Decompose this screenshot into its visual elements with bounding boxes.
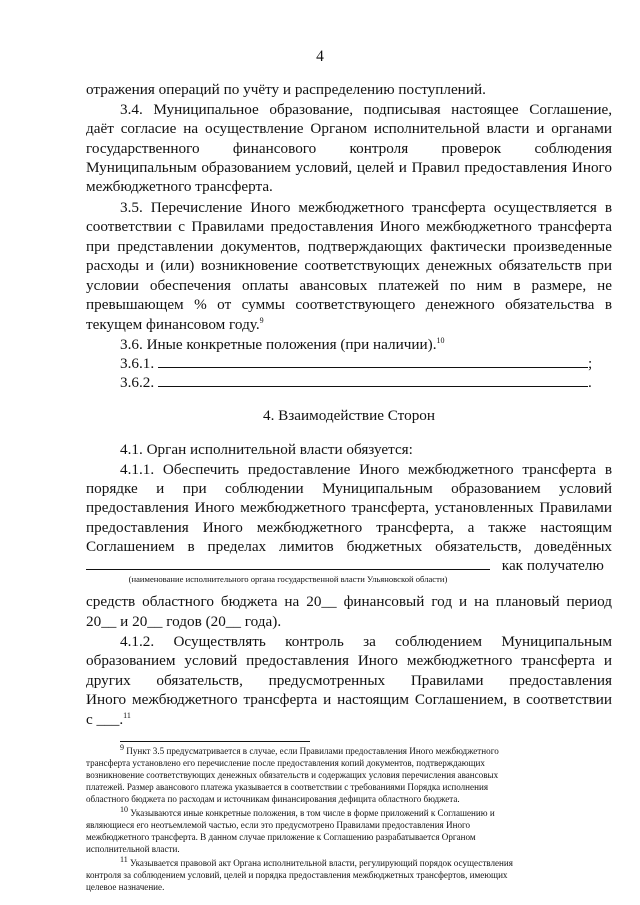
text-line: Муниципальным образованием условий, целей и Правил предоставления Иного [86, 159, 612, 176]
footnote-line: платежей. Размер авансового платежа указывается в соответствии с требованиями Порядка исполнения [86, 782, 489, 792]
text-line: с ___.$^{11}$ [86, 710, 131, 728]
blank-line [86, 556, 490, 570]
text-line: текущем финансовом году.$^9$ [86, 315, 264, 333]
page-number: 4 [316, 48, 324, 65]
text-line: 4.1. Орган исполнительной власти обязуется: [120, 441, 413, 458]
footnote-line: 10 Указываются иные конкретные положения, в том числе в форме приложений к Соглашению и [120, 804, 495, 818]
text-line: Иного межбюджетного трансферта и настоящим Соглашением, в соответствии [86, 691, 612, 708]
text-line: государственного финансового контроля проверок соблюдения [86, 140, 612, 157]
text-line: средств областного бюджета на 20__ финансовый год и на плановый период [86, 593, 612, 610]
text-line: Соглашением в пределах лимитов бюджетных обязательств, доведённых [86, 538, 612, 555]
text-line: расходы и (или) возникновение соответствующих денежных обязательств при [86, 257, 612, 274]
text-line: межбюджетного трансферта. [86, 178, 273, 195]
text-line: образованием условий предоставления Иного межбюджетного трансферта и [86, 652, 612, 669]
text-line: 3.6. Иные конкретные положения (при наличии).$^{10}$ [120, 335, 445, 353]
text-line: 4.1.2. Осуществлять контроль за соблюдением Муниципальным [120, 633, 612, 650]
text-line: 4.1.1. Обеспечить предоставление Иного межбюджетного трансферта в [120, 461, 612, 478]
text-line: соответствии с Правилами предоставления Иного межбюджетного трансферта [86, 218, 612, 235]
blank-line [158, 373, 588, 387]
footnote-line: целевое назначение. [86, 882, 165, 892]
footnote-line: областного бюджета по расходам и источникам финансирования дефицита областного бюджета. [86, 794, 460, 804]
section-heading: 4. Взаимодействие Сторон [262, 407, 436, 424]
text-line: предоставления Иного межбюджетного трансферта, а также настоящим [86, 519, 612, 536]
text-line: при представлении документов, подтверждающих фактически произведенные [86, 238, 612, 255]
footnote-line: исполнительной власти. [86, 844, 180, 854]
text-line: 3.4. Муниципальное образование, подписывая настоящее Соглашение, [120, 101, 612, 118]
text-line: как получателю [86, 556, 612, 575]
footnote-line: 9 Пункт 3.5 предусматривается в случае, если Правилами предоставления Иного межбюджетного [120, 742, 499, 756]
text-line: 3.6.2. . [120, 374, 592, 391]
text-line: отражения операций по учёту и распределению поступлений. [86, 81, 486, 98]
text-line: условии обеспечения оплаты авансовых платежей по ним в размере, не [86, 277, 612, 294]
text-line: 3.6.1. ; [120, 355, 593, 372]
text-line: 20__ и 20__ годов (20__ года). [86, 613, 282, 630]
text-line: предоставления Иного межбюджетного трансферта, установленных Правилами [86, 499, 612, 516]
footnote-line: межбюджетного трансферта. В данном случае приложение к Соглашению разрабатывается Органом [86, 832, 476, 842]
footnote-ref[interactable]: 11 [123, 710, 131, 720]
footnote-line: 11 Указывается правовой акт Органа исполнительной власти, регулирующий порядок осуществления [120, 854, 513, 868]
footnote-line: трансферта установлено его перечисление после предоставления копий документов, подтверждающих [86, 758, 485, 768]
footnote-line: возникновение соответствующих денежных обязательств и содержащих условия перечисления авансовых [86, 770, 499, 780]
footnote-separator [120, 741, 310, 742]
text-line: 3.5. Перечисление Иного межбюджетного трансферта осуществляется в [120, 199, 612, 216]
footnote-line: являющиеся его неотъемлемой частью, если это предусмотрено Правилами предоставления Иного [86, 820, 471, 830]
text-line: других обязательств, предусмотренных Правилами предоставления [86, 672, 612, 689]
text-line: порядке и при соблюдении Муниципальным образованием условий [86, 480, 612, 497]
field-caption: (наименование исполнительного органа государственной власти Ульяновской области) [128, 574, 448, 584]
footnote-ref[interactable]: 10 [436, 335, 445, 345]
footnote-ref[interactable]: 9 [259, 315, 264, 325]
text-line: превышающем % от суммы соответствующего денежного обязательства в [86, 296, 612, 313]
footnote-line: контроля за соблюдением условий, целей и порядка предоставления межбюджетных трансфертов, имеющих [86, 870, 508, 880]
blank-line [158, 354, 588, 368]
text-line: даёт согласие на осуществление Органом исполнительной власти и органами [86, 120, 612, 137]
